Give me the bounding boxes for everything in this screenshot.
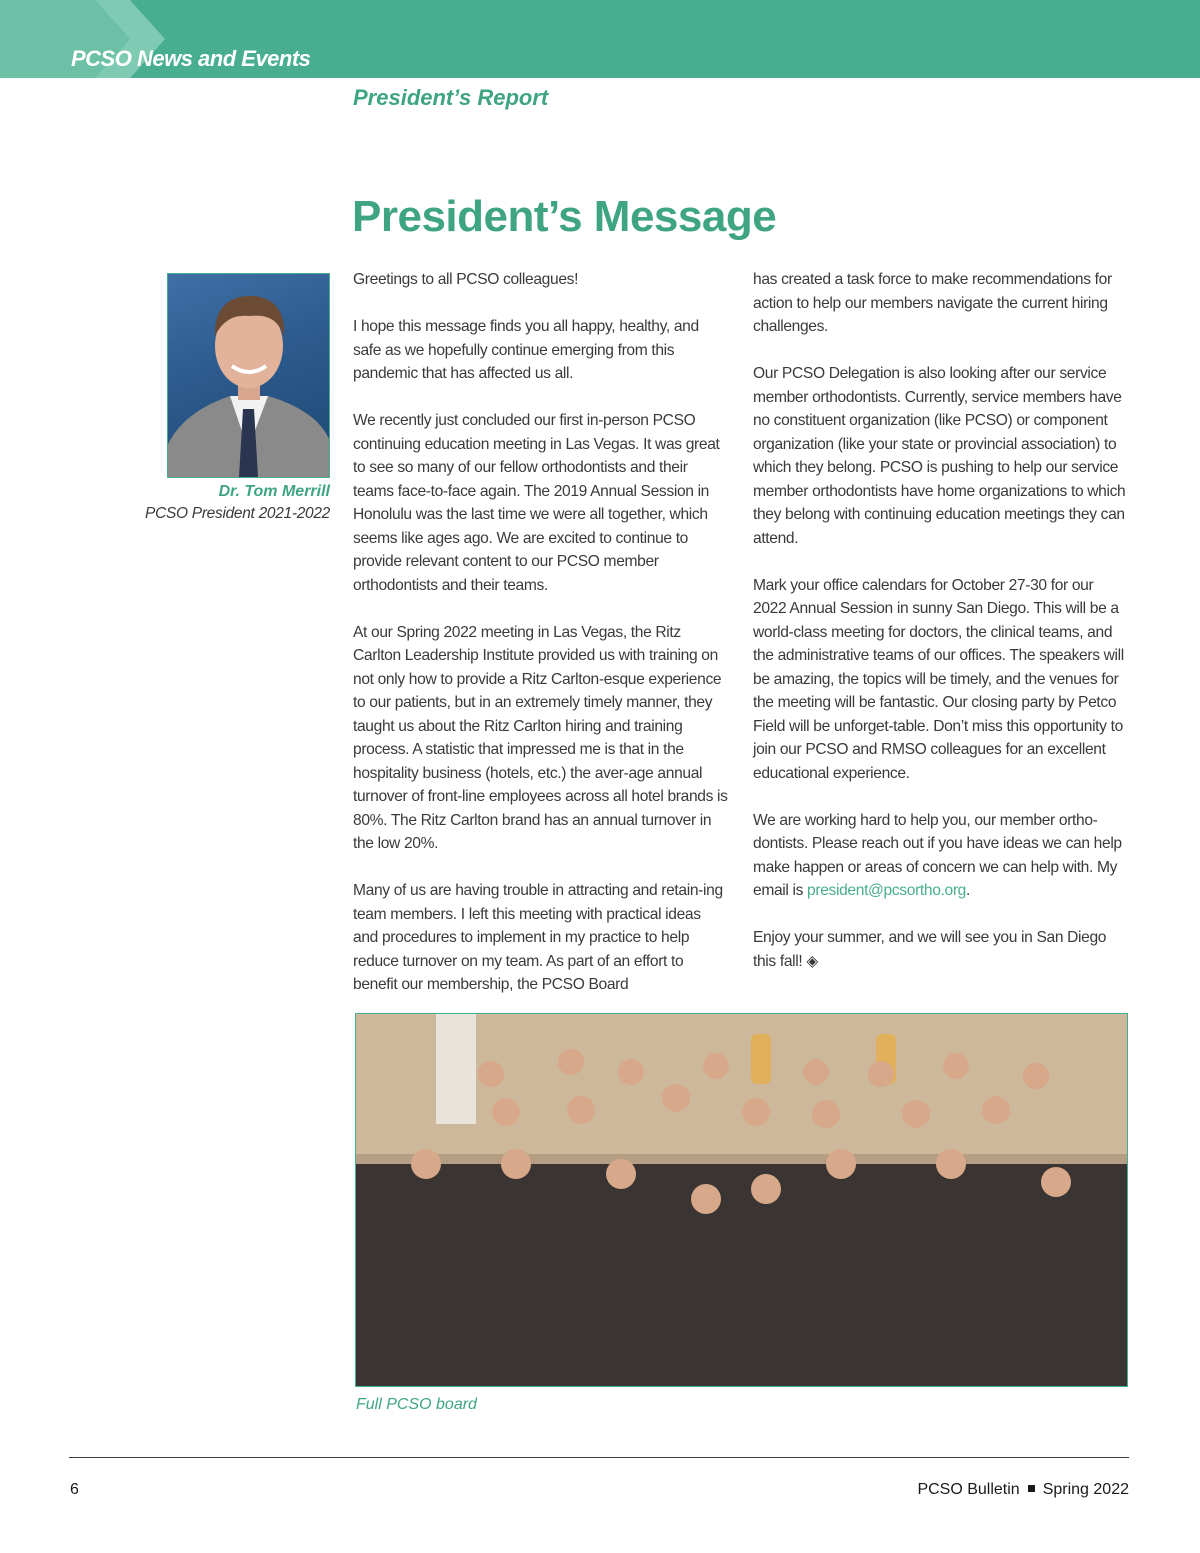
- subsection-label: President’s Report: [353, 85, 549, 110]
- page-title: President’s Message: [352, 192, 777, 241]
- paragraph: Mark your office calendars for October 27-30 for our 2022 Annual Session in sunny San Diego. This will be a world-class meeting for doctors, the clinical teams, and the administrative teams of our offices. The speakers will be amazing, the topics will be timely, and the venues for the meeting will be fantastic. Our closing party by Petco Field will be unforget-table. Don’t miss this opportunity to join our PCSO and RMSO colleagues for an excellent educational experience.: [753, 576, 1124, 782]
- section-label: PCSO News and Events: [71, 46, 311, 71]
- portrait-caption-role: PCSO President 2021-2022: [145, 505, 330, 522]
- portrait-illustration: [168, 274, 329, 477]
- paragraph: Greetings to all PCSO colleagues!: [353, 271, 579, 288]
- portrait-caption-name: Dr. Tom Merrill: [218, 483, 330, 500]
- contact-suffix: .: [966, 882, 970, 899]
- email-link[interactable]: president@pcsortho.org: [807, 882, 967, 899]
- publication-name: PCSO Bulletin: [917, 1481, 1020, 1498]
- issue-date: Spring 2022: [1042, 1481, 1129, 1498]
- president-portrait: [167, 273, 330, 478]
- contact-paragraph: [753, 809, 1129, 903]
- group-photo: [355, 1013, 1128, 1387]
- contact-text: We are working hard to help you, our member ortho-dontists. Please reach out if you have ideas we can help make happen or areas of concern we can help with. My email is: [753, 811, 1122, 899]
- end-mark-icon: ◈: [806, 952, 819, 970]
- top-banner: [0, 0, 1200, 78]
- paragraph: At our Spring 2022 meeting in Las Vegas, the Ritz Carlton Leadership Institute provided us with training on not only how to provide a Ritz Carlton-esque experience to our patients, but in an extremely timely manner, they taught us about the Ritz Carlton hiring and training process. A statistic that impressed me is that in the hospitality business (hotels, etc.) the aver-age annual turnover of front-line employees across all hotel brands is 80%. The Ritz Carlton brand has an annual turnover in the low 20%.: [353, 623, 728, 852]
- paragraph: Our PCSO Delegation is also looking after our service member orthodontists. Currently, service members have no constituent organization (like PCSO) or component organization (like your state or provincial association) to which they belong. PCSO is pushing to help our service member orthodontists have home organizations to which they belong with continuing education meetings they can attend.: [753, 365, 1126, 547]
- paragraph: We recently just concluded our first in-person PCSO continuing education meeting in Las Vegas. It was great to see so many of our fellow orthodontists and their teams face-to-face again. The 2019 Annual Session in Honolulu was the last time we were all together, which seems like ages ago. We are excited to continue to provide relevant content to our PCSO member orthodontists and their teams.: [353, 412, 720, 594]
- page-number: 6: [70, 1481, 79, 1498]
- paragraph: Many of us are having trouble in attracting and retain-ing team members. I left this meeting with practical ideas and procedures to implement in my practice to help reduce turnover on my team. As part of an effort to benefit our membership, the PCSO Board: [353, 882, 723, 993]
- closing-paragraph: [753, 926, 1129, 973]
- footer-publication: [917, 1481, 1129, 1499]
- photo-caption: Full PCSO board: [356, 1396, 477, 1413]
- group-photo-illustration: [356, 1014, 1127, 1386]
- paragraph: has created a task force to make recommendations for action to help our members navigate the current hiring challenges.: [753, 271, 1112, 335]
- square-bullet-icon: [1028, 1485, 1035, 1492]
- paragraph: I hope this message finds you all happy, healthy, and safe as we hopefully continue emerging from this pandemic that has affected us all.: [353, 318, 699, 382]
- article-column-right: [753, 268, 1129, 997]
- footer-rule: [69, 1457, 1129, 1458]
- article-column-left: [353, 268, 729, 1020]
- closing-text: Enjoy your summer, and we will see you in San Diego this fall!: [753, 929, 1107, 970]
